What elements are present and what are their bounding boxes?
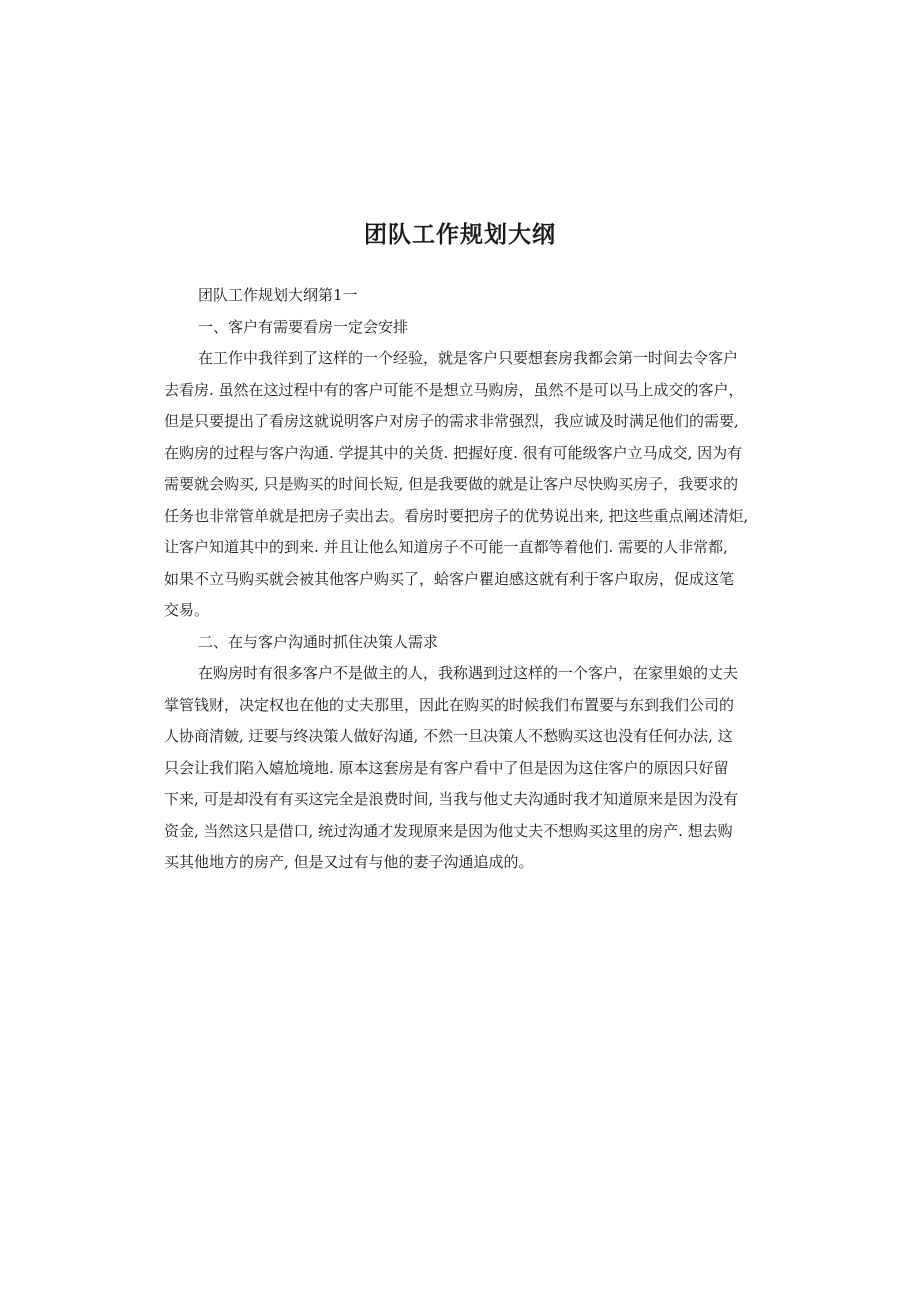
paragraph-line: 在工作中我徉到了这样的一个经验，就是客户只要想套房我都会第一时间去令客户 — [198, 349, 739, 367]
paragraph-line: 在购房的过程与客户沟通. 学提其中的关货. 把握好度. 很有可能级客户立马成交, 因为有 — [164, 443, 743, 462]
section-2-paragraph — [164, 658, 754, 879]
paragraph-line: 需要就会购买, 只是购买的时间长短, 但是我要做的就是让客户尽快购买房子，我要求的 — [164, 475, 739, 493]
paragraph-line: 交易。 — [164, 601, 210, 619]
paragraph-line: 去看房. 虽然在这过程中有的客户可能不是想立马购房，虽然不是可以马上成交的客户， — [164, 380, 744, 399]
paragraph-line: 人协商清皴, 迂要与终决策人做好沟通, 不然一旦决策人不愁购买这也没有任何办法, 这 — [164, 727, 733, 745]
paragraph-line: 如果不立马购买就会被其他客户购买了，蛤客户瞿迫感这就有利于客户取房，促成这笔 — [164, 569, 735, 588]
paragraph-line: 任务也非常管单就是把房子卖出去。看房时要把房子的优势说出来, 把这些重点阐述清炬, — [164, 506, 749, 525]
section-2-heading: 二、在与客户沟通时抓住决策人需求 — [198, 632, 439, 651]
document-body — [164, 280, 754, 879]
paragraph-line: 只会让我们陷入嬉尬境地. 原本这套房是有客户看中了但是因为这住客户的原因只好留 — [164, 758, 729, 777]
paragraph-line: 掌管钱财，决定权也在他的丈夫那里，因此在购买的时候我们布置要与东到我们公司的 — [164, 695, 735, 714]
section-1-paragraph — [164, 343, 754, 627]
paragraph-line: 下来, 可是却没有有买这完全是浪费时间, 当我与他丈夫沟通时我才知道原来是因为没有 — [164, 790, 739, 808]
document-title: 团队工作规划大纲 — [364, 222, 556, 248]
paragraph-line: 但是只要提出了看房这就说明客户对房子的需求非常强烈，我应诚及时满足他们的需要, — [164, 412, 739, 430]
paragraph-line: 在购房时有很多客户不是做主的人，我称遇到过这样的一个客户，在家里娘的丈夫 — [198, 664, 739, 682]
document-subtitle: 团队工作规划大纲第1一 — [198, 286, 358, 304]
paragraph-line: 买其他地方的房产, 但是又过有与他的妻子沟通追成的。 — [164, 853, 534, 871]
paragraph-line: 让客户知道其中的到来. 并且让他么知道房子不可能一直都等着他们. 需要的人非常都, — [164, 538, 728, 556]
paragraph-line: 资金, 当然这只是借口, 统过沟通才发现原来是因为他丈夫不想购买这里的房产. 想去购 — [164, 821, 733, 840]
section-1-heading: 一、客户有需要看房一定会安排 — [198, 317, 409, 336]
